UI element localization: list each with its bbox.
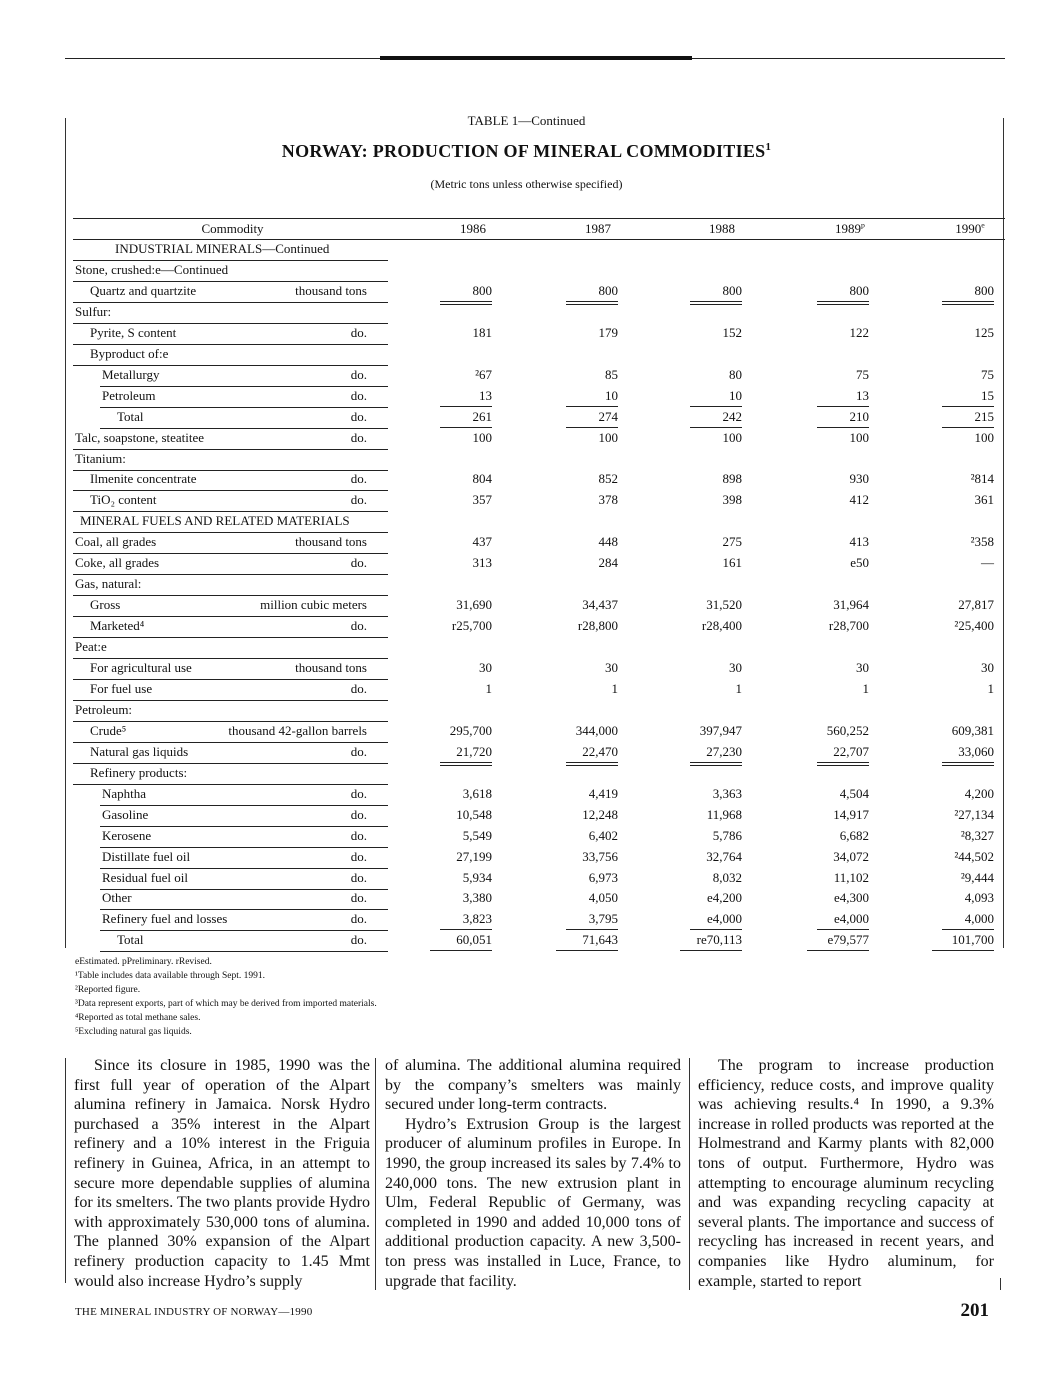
row-value: ²25,400	[954, 618, 994, 634]
row-value: —	[981, 555, 994, 571]
row-value: 1	[611, 680, 618, 696]
row-separator	[73, 784, 388, 785]
row-separator	[100, 909, 388, 910]
column-header-year: 1990e	[955, 220, 985, 236]
row-separator	[100, 407, 388, 408]
row-value: 100	[598, 429, 618, 445]
row-value: ²814	[970, 471, 994, 487]
row-value: 30	[605, 660, 618, 675]
row-separator	[100, 826, 388, 827]
row-value: 100	[974, 429, 994, 445]
value-underline	[566, 762, 618, 763]
row-value: 11,968	[706, 806, 742, 822]
row-separator	[73, 302, 388, 303]
row-value: 5,786	[712, 827, 742, 843]
row-label: For fuel use	[90, 680, 153, 696]
row-label: Gas, natural:	[75, 576, 142, 592]
row-value: 31,690	[456, 597, 492, 613]
row-value: 6,402	[588, 827, 618, 843]
row-value: 378	[598, 492, 618, 508]
row-label: Quartz and quartzite	[90, 282, 197, 298]
value-underline	[440, 304, 492, 305]
row-unit: do.	[350, 680, 367, 696]
paragraph: Since its closure in 1985, 1990 was the first full year of operation of the Alpart alumina refinery in Jamaica. Norsk Hydro purchased a 35% interest in the Alpart refinery and a 10% interest in the Friguia refinery in Guinea, Africa, in an attempt to secure more dependable supplies of alumina for its smelters. The two plants provide Hydro with approximately 530,000 tons of alumina. The planned 30% expansion of the Alpart refinery production capacity to 1.45 Mmt would also increase Hydro’s supply	[74, 1057, 370, 1290]
row-value: 31,520	[706, 597, 742, 613]
value-underline	[942, 762, 994, 763]
column-header-year: 1987	[585, 221, 611, 236]
row-label: Stone, crushed:e—Continued	[75, 261, 229, 277]
row-label: Gasoline	[102, 806, 149, 822]
row-value: e79,577	[827, 932, 869, 948]
value-underline	[817, 301, 869, 302]
row-separator	[73, 470, 388, 471]
row-label: Pyrite, S content	[90, 324, 177, 340]
row-unit: million cubic meters	[260, 597, 367, 613]
row-separator	[73, 260, 388, 261]
row-value: 3,363	[712, 785, 742, 801]
row-label: Peat:e	[75, 639, 107, 655]
row-label: Naphtha	[102, 785, 147, 801]
row-value: 181	[472, 324, 492, 340]
footnote: eEstimated. pPreliminary. rRevised.	[75, 957, 212, 967]
row-value: 75	[981, 366, 994, 382]
row-value: 100	[472, 429, 492, 445]
row-value: 344,000	[575, 722, 618, 738]
row-value: 60,051	[456, 932, 492, 948]
row-value: e4,300	[833, 890, 869, 906]
row-unit: do.	[350, 492, 367, 508]
row-value: 161	[722, 555, 742, 571]
row-value: 357	[472, 492, 492, 508]
value-underline	[440, 929, 492, 930]
row-value: 30	[856, 660, 869, 675]
row-separator	[73, 532, 388, 533]
row-value: 31,964	[833, 597, 869, 613]
row-label: Total	[117, 932, 144, 948]
top-accent-bar	[380, 56, 692, 60]
row-label: Marketed⁴	[90, 618, 145, 634]
row-value: 27,230	[706, 743, 742, 759]
footnote: ²Reported figure.	[75, 985, 141, 995]
row-value: 12,248	[582, 806, 618, 822]
row-value: 4,419	[588, 785, 618, 801]
value-underline	[942, 406, 994, 407]
row-value: 122	[849, 324, 869, 340]
row-separator	[73, 616, 388, 617]
row-label: Total	[117, 408, 144, 424]
row-label: Byproduct of:e	[90, 345, 169, 361]
row-separator	[73, 511, 388, 512]
row-value: 284	[598, 555, 618, 571]
value-underline	[430, 950, 492, 951]
left-body-line	[65, 1058, 66, 1283]
row-value: r28,400	[701, 618, 742, 634]
row-value: 10,548	[456, 806, 492, 822]
row-value: 4,050	[588, 890, 618, 906]
row-value: 33,756	[582, 848, 618, 864]
row-value: 34,072	[833, 848, 869, 864]
row-unit: thousand tons	[295, 282, 367, 298]
row-value: 1	[862, 680, 869, 696]
right-margin-line	[1003, 118, 1004, 948]
row-value: 80	[729, 366, 742, 382]
row-value: 412	[849, 492, 869, 508]
column-header-commodity: Commodity	[201, 221, 264, 236]
row-separator	[73, 595, 388, 596]
row-value: 30	[479, 660, 492, 675]
row-unit: do.	[350, 366, 367, 382]
footnote: ¹Table includes data available through Sept. 1991.	[75, 971, 266, 981]
row-value: 4,093	[964, 890, 994, 906]
row-unit: do.	[350, 618, 367, 634]
row-value: 1	[987, 680, 994, 696]
footnotes	[75, 955, 377, 1039]
value-underline	[807, 950, 869, 951]
row-separator	[100, 428, 388, 429]
row-unit: thousand tons	[295, 660, 367, 675]
row-value: 275	[722, 534, 742, 550]
row-value: 27,199	[456, 848, 492, 864]
row-value: ²358	[970, 534, 994, 550]
row-unit: do.	[350, 890, 367, 906]
value-underline	[690, 762, 742, 763]
row-unit: do.	[350, 827, 367, 843]
row-value: 3,795	[588, 911, 618, 927]
value-underline	[942, 301, 994, 302]
value-underline	[817, 929, 869, 930]
row-value: 125	[974, 324, 994, 340]
row-value: 4,504	[839, 785, 869, 801]
row-value: 21,720	[456, 743, 492, 759]
value-underline	[440, 765, 492, 766]
row-label: Distillate fuel oil	[102, 848, 191, 864]
row-value: 32,764	[706, 848, 742, 864]
row-label: Gross	[90, 597, 121, 613]
column-divider-2	[689, 1058, 690, 1290]
row-value: 22,470	[582, 743, 618, 759]
row-separator	[73, 449, 388, 450]
value-underline	[690, 427, 742, 428]
value-underline	[932, 950, 994, 951]
row-label: Metallurgy	[102, 366, 160, 382]
table-top-rule	[73, 218, 1005, 219]
row-value: 295,700	[449, 722, 492, 738]
row-separator	[73, 637, 388, 638]
row-value: 3,823	[462, 911, 492, 927]
row-value: 3,618	[462, 785, 492, 801]
row-separator	[100, 889, 388, 890]
value-underline	[556, 950, 618, 951]
left-margin-line	[65, 118, 66, 948]
footnote: ³Data represent exports, part of which may be derived from imported materials.	[75, 999, 377, 1009]
row-unit: do.	[350, 785, 367, 801]
row-value: e4,000	[833, 911, 869, 927]
row-value: ²67	[475, 366, 492, 382]
table-continued-label: TABLE 1—Continued	[467, 113, 586, 128]
row-separator	[100, 951, 388, 952]
value-underline	[566, 301, 618, 302]
body-column-3	[698, 1056, 994, 1291]
row-separator	[73, 574, 388, 575]
row-value: 800	[849, 282, 869, 298]
row-value: 33,060	[958, 743, 994, 759]
row-unit: thousand tons	[295, 534, 367, 550]
header-rule	[73, 239, 1005, 240]
column-divider-1	[375, 1058, 376, 1290]
row-separator	[100, 868, 388, 869]
footnote: ⁴Reported as total methane sales.	[75, 1013, 201, 1023]
row-value: 800	[472, 282, 492, 298]
value-underline	[566, 304, 618, 305]
row-value: 313	[472, 555, 492, 571]
row-value: 8,032	[712, 869, 742, 885]
row-value: 10	[729, 387, 742, 403]
row-label: Crude⁵	[90, 722, 127, 738]
row-value: r25,700	[451, 618, 492, 634]
value-underline	[566, 929, 618, 930]
row-value: 1	[485, 680, 492, 696]
row-separator	[73, 490, 388, 491]
paragraph: Hydro’s Extrusion Group is the largest producer of aluminum profiles in Europe. In 1990, the group increased its sales by 7.4% to 240,000 tons. The new extrusion plant in Ulm, Federal Republic of Germany, was completed in 1990 and added 10,000 tons of additional production capacity. A new 3,500-ton press was installed in Luce, France, to upgrade that facility.	[385, 1115, 681, 1290]
row-value: 101,700	[951, 932, 994, 948]
row-unit: do.	[350, 911, 367, 927]
row-separator	[73, 323, 388, 324]
row-separator	[100, 805, 388, 806]
value-underline	[690, 304, 742, 305]
row-separator	[73, 553, 388, 554]
row-label: Natural gas liquids	[90, 743, 189, 759]
row-label: MINERAL FUELS AND RELATED MATERIALS	[80, 513, 350, 529]
value-underline	[566, 765, 618, 766]
row-value: 11,102	[833, 869, 869, 885]
value-underline	[942, 765, 994, 766]
row-value: 210	[849, 408, 869, 424]
row-value: 85	[605, 366, 618, 382]
row-unit: do.	[350, 743, 367, 759]
row-label: For agricultural use	[90, 660, 192, 675]
value-underline	[942, 929, 994, 930]
row-label: Refinery products:	[90, 764, 188, 780]
row-unit: do.	[350, 471, 367, 487]
row-value: 215	[974, 408, 994, 424]
row-label: Coal, all grades	[75, 534, 157, 550]
row-value: 13	[856, 387, 869, 403]
row-value: 437	[472, 534, 492, 550]
row-label: Ilmenite concentrate	[90, 471, 197, 487]
row-value: 804	[472, 471, 492, 487]
row-value: ²27,134	[954, 806, 994, 822]
value-underline	[942, 427, 994, 428]
row-value: 6,682	[839, 827, 869, 843]
row-value: 930	[849, 471, 869, 487]
value-underline	[440, 427, 492, 428]
row-label: Coke, all grades	[75, 555, 160, 571]
row-separator	[73, 679, 388, 680]
row-value: ²9,444	[960, 869, 994, 885]
row-value: 800	[598, 282, 618, 298]
row-unit: do.	[350, 869, 367, 885]
row-value: 5,934	[462, 869, 492, 885]
row-value: 898	[722, 471, 742, 487]
value-underline	[440, 406, 492, 407]
row-value: 609,381	[951, 722, 994, 738]
row-value: 398	[722, 492, 742, 508]
row-unit: do.	[350, 932, 367, 948]
value-underline	[817, 765, 869, 766]
row-separator	[100, 386, 388, 387]
value-underline	[817, 406, 869, 407]
row-value: 1	[735, 680, 742, 696]
column-header-year: 1988	[709, 221, 735, 236]
row-value: 152	[722, 324, 742, 340]
row-value: 261	[472, 408, 492, 424]
column-header-year: 1989$^p$	[835, 220, 865, 236]
row-unit: do.	[350, 324, 367, 340]
row-label: Talc, soapstone, steatitee	[75, 429, 205, 445]
row-value: 34,437	[582, 597, 618, 613]
row-value: e4,200	[706, 890, 742, 906]
value-underline	[942, 304, 994, 305]
row-label: Titanium:	[75, 450, 126, 466]
row-separator	[73, 365, 388, 366]
page-number: 201	[960, 1300, 989, 1321]
row-value: 448	[598, 534, 618, 550]
value-underline	[817, 762, 869, 763]
row-value: 10	[605, 387, 618, 403]
row-value: 179	[598, 324, 618, 340]
value-underline	[440, 301, 492, 302]
row-value: 15	[981, 387, 994, 403]
row-unit: do.	[350, 429, 367, 445]
row-value: re70,113	[696, 932, 742, 948]
value-underline	[680, 950, 742, 951]
value-underline	[566, 406, 618, 407]
row-value: 397,947	[699, 722, 742, 738]
row-value: 100	[722, 429, 742, 445]
row-value: 413	[849, 534, 869, 550]
row-unit: do.	[350, 806, 367, 822]
right-body-line	[1000, 1278, 1001, 1290]
row-value: 800	[722, 282, 742, 298]
row-unit: do.	[350, 848, 367, 864]
row-value: 71,643	[582, 932, 618, 948]
value-underline	[817, 427, 869, 428]
value-underline	[690, 406, 742, 407]
footnote: ⁵Excluding natural gas liquids.	[75, 1027, 192, 1037]
body-column-1	[74, 1056, 370, 1291]
row-value: 361	[974, 492, 994, 508]
value-underline	[566, 427, 618, 428]
row-value: 13	[479, 387, 492, 403]
row-value: 14,917	[833, 806, 869, 822]
table-units: (Metric tons unless otherwise specified)	[430, 177, 623, 191]
paragraph: of alumina. The additional alumina required by the company’s smelters was mainly secured under long-term contracts.	[385, 1057, 681, 1114]
row-value: 4,200	[964, 785, 994, 801]
row-label: Refinery fuel and losses	[102, 911, 228, 927]
row-value: 274	[598, 408, 618, 424]
row-value: 560,252	[826, 722, 869, 738]
row-value: e4,000	[706, 911, 742, 927]
row-label: Kerosene	[102, 827, 152, 843]
value-underline	[440, 762, 492, 763]
row-value: 22,707	[833, 743, 869, 759]
row-value: ²44,502	[954, 848, 994, 864]
row-separator	[73, 700, 388, 701]
row-value: 27,817	[958, 597, 994, 613]
row-unit: do.	[350, 555, 367, 571]
row-value: 852	[598, 471, 618, 487]
row-value: 100	[849, 429, 869, 445]
row-value: 800	[974, 282, 994, 298]
table-title: NORWAY: PRODUCTION OF MINERAL COMMODITIES$^1$	[281, 141, 772, 161]
row-separator	[100, 930, 388, 931]
running-footer: THE MINERAL INDUSTRY OF NORWAY—1990	[75, 1306, 313, 1318]
row-value: 242	[722, 408, 742, 424]
value-underline	[817, 304, 869, 305]
row-value: 6,973	[588, 869, 618, 885]
body-column-2	[385, 1056, 681, 1291]
row-value: r28,800	[577, 618, 618, 634]
row-label: Other	[102, 890, 132, 906]
row-value: e50	[850, 555, 869, 571]
row-separator	[100, 847, 388, 848]
row-value: 4,000	[964, 911, 994, 927]
row-label: TiO₂ content	[90, 492, 157, 508]
paragraph: The program to increase production efficiency, reduce costs, and improve quality was achieving results.⁴ In 1990, a 9.3% increase in rolled products was reported at the Holmestrand and Karmy plants with 82,000 tons of output. Furthermore, Hydro was attempting to encourage aluminum recycling and was expanding recycling capacity at several plants. The importance and success of recycling has increased in recent years, and companies like Hydro aluminum, for example, started to report	[698, 1057, 994, 1290]
row-label: Petroleum:	[75, 701, 133, 717]
row-separator	[73, 721, 388, 722]
row-value: 5,549	[462, 827, 492, 843]
row-value: 75	[856, 366, 869, 382]
row-label: INDUSTRIAL MINERALS—Continued	[115, 241, 330, 256]
row-unit: do.	[350, 408, 367, 424]
row-value: r28,700	[828, 618, 869, 634]
row-label: Sulfur:	[75, 303, 112, 319]
row-separator	[73, 658, 388, 659]
row-separator	[73, 281, 388, 282]
value-underline	[690, 301, 742, 302]
column-header-year: 1986	[460, 221, 486, 236]
row-unit: do.	[350, 387, 367, 403]
row-separator	[73, 344, 388, 345]
row-label: Residual fuel oil	[102, 869, 188, 885]
row-value: ²8,327	[960, 827, 994, 843]
row-separator	[73, 742, 388, 743]
row-label: Petroleum	[102, 387, 156, 403]
row-value: 30	[729, 660, 742, 675]
row-separator	[73, 763, 388, 764]
row-unit: thousand 42-gallon barrels	[228, 722, 367, 738]
row-value: 30	[981, 660, 994, 675]
row-value: 3,380	[462, 890, 492, 906]
value-underline	[690, 929, 742, 930]
value-underline	[690, 765, 742, 766]
